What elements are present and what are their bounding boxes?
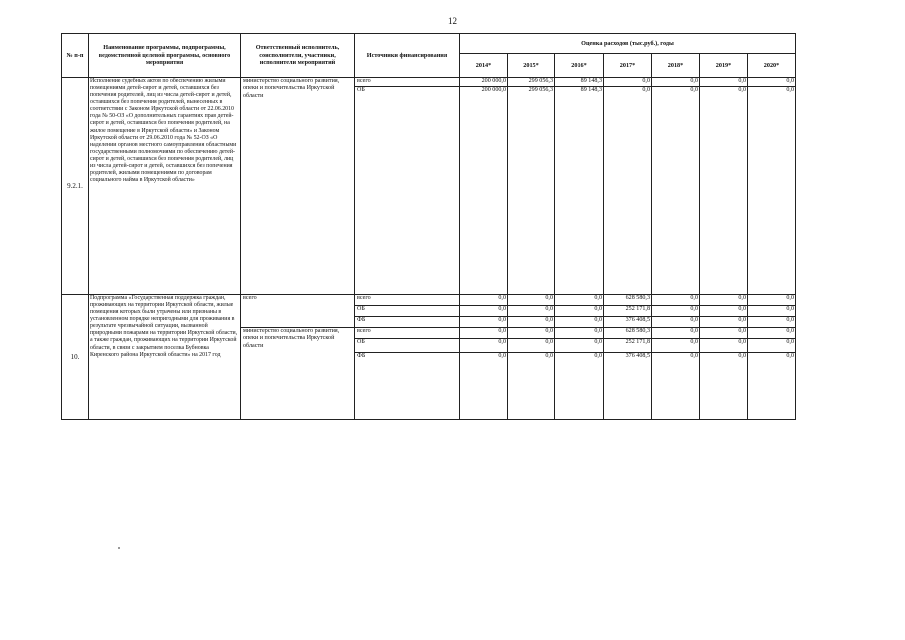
value-cell: 200 000,0: [460, 78, 508, 87]
value-cell: 0,0: [508, 306, 555, 317]
value-cell: 628 580,3: [604, 328, 652, 339]
value-cell: 0,0: [748, 295, 796, 306]
value-cell: 0,0: [460, 339, 508, 353]
value-cell: 89 148,3: [555, 87, 604, 295]
header-year: 2018*: [652, 54, 700, 78]
row-executor: министерство социального развития, опеки и попечительства Иркутской области: [241, 328, 355, 420]
source-cell: ОБ: [355, 339, 460, 353]
value-cell: 0,0: [508, 317, 555, 328]
row-code: 9.2.1.: [62, 78, 89, 295]
value-cell: 0,0: [555, 328, 604, 339]
value-cell: 0,0: [700, 328, 748, 339]
source-cell: ФБ: [355, 353, 460, 420]
value-cell: 376 408,5: [604, 317, 652, 328]
header-year: 2016*: [555, 54, 604, 78]
value-cell: 0,0: [700, 353, 748, 420]
value-cell: 0,0: [604, 78, 652, 87]
row-executor: всего: [241, 295, 355, 328]
header-no: № п-п: [62, 34, 89, 78]
value-cell: 0,0: [460, 295, 508, 306]
value-cell: 0,0: [652, 317, 700, 328]
budget-table: [61, 33, 796, 420]
value-cell: 299 056,3: [508, 78, 555, 87]
value-cell: 0,0: [652, 353, 700, 420]
header-year: 2015*: [508, 54, 555, 78]
value-cell: 0,0: [748, 328, 796, 339]
source-cell: ОБ: [355, 306, 460, 317]
value-cell: 0,0: [700, 78, 748, 87]
value-cell: 0,0: [555, 306, 604, 317]
value-cell: 0,0: [508, 339, 555, 353]
value-cell: 252 171,8: [604, 339, 652, 353]
value-cell: 0,0: [555, 317, 604, 328]
source-cell: всего: [355, 328, 460, 339]
source-cell: всего: [355, 295, 460, 306]
value-cell: 0,0: [700, 87, 748, 295]
value-cell: 0,0: [652, 295, 700, 306]
value-cell: 0,0: [460, 317, 508, 328]
value-cell: 0,0: [748, 78, 796, 87]
source-cell: ОБ: [355, 87, 460, 295]
value-cell: 0,0: [700, 317, 748, 328]
table-header: [62, 34, 796, 78]
value-cell: 0,0: [652, 78, 700, 87]
scan-speck: [118, 547, 120, 549]
value-cell: 0,0: [700, 306, 748, 317]
header-year: 2020*: [748, 54, 796, 78]
header-name: Наименование программы, подпрограммы, ведомственной целевой программы, основного мероприятия: [89, 34, 241, 78]
header-sources: Источники финансирования: [355, 34, 460, 78]
value-cell: 0,0: [652, 306, 700, 317]
value-cell: 89 148,3: [555, 78, 604, 87]
row-name: Исполнение судебных актов по обеспечению жилыми помещениями детей-сирот и детей, оставшихся без попечения родителей, лиц из числа детей-сирот и детей, оставшихся без попечения родителей, вынесенных в соответствии с Законом Иркутской области от 22.06.2010 года № 50-ОЗ «О дополнительных гарантиях прав детей-сирот и детей, оставшихся без попечения родителей, на жилое помещение в Иркутской области» и Законом Иркутской области от 29.06.2010 года № 52-ОЗ «О наделении органов местного самоуправления областными государственными полномочиями по обеспечению детей-сирот и детей, оставшихся без попечения родителей, лиц из числа детей-сирот и детей, оставшихся без попечения родителей, жилыми помещениями по договорам социального найма в Иркутской области»: [89, 78, 241, 295]
value-cell: 628 580,3: [604, 295, 652, 306]
value-cell: 0,0: [555, 339, 604, 353]
table-row: [62, 78, 796, 87]
value-cell: 0,0: [652, 87, 700, 295]
value-cell: 0,0: [460, 353, 508, 420]
value-cell: 0,0: [508, 295, 555, 306]
value-cell: 0,0: [748, 87, 796, 295]
row-executor: министерство социального развития, опеки и попечительства Иркутской области: [241, 78, 355, 295]
header-year: 2019*: [700, 54, 748, 78]
value-cell: 0,0: [460, 328, 508, 339]
value-cell: 0,0: [652, 328, 700, 339]
value-cell: 0,0: [652, 339, 700, 353]
value-cell: 200 000,0: [460, 87, 508, 295]
row-code: 10.: [62, 295, 89, 420]
source-cell: всего: [355, 78, 460, 87]
row-name: Подпрограмма «Государственная поддержка граждан, проживающих на территории Иркутской области, жилые помещения которых были утрачены или признаны в установленном порядке непригодными для проживания в результате чрезвычайной ситуации, вызванной природными пожарами на территории Иркутской области, а также граждан, проживающих на территории Иркутской области, в связи с закрытием поселка Бубновка Киренского района Иркутской области» на 2017 год: [89, 295, 241, 420]
header-estimate: Оценка расходов (тыс.руб.), годы: [460, 34, 796, 54]
value-cell: 0,0: [748, 353, 796, 420]
value-cell: 0,0: [508, 353, 555, 420]
source-cell: ФБ: [355, 317, 460, 328]
value-cell: 0,0: [555, 295, 604, 306]
value-cell: 0,0: [555, 353, 604, 420]
value-cell: 0,0: [700, 339, 748, 353]
header-year: 2014*: [460, 54, 508, 78]
header-executor: Ответственный исполнитель, соисполнители, участники, исполнители мероприятий: [241, 34, 355, 78]
value-cell: 376 408,5: [604, 353, 652, 420]
value-cell: 299 056,3: [508, 87, 555, 295]
page-number: 12: [448, 16, 457, 26]
value-cell: 0,0: [508, 328, 555, 339]
table-row: [62, 295, 796, 306]
value-cell: 0,0: [748, 317, 796, 328]
value-cell: 0,0: [460, 306, 508, 317]
value-cell: 0,0: [700, 295, 748, 306]
value-cell: 0,0: [748, 306, 796, 317]
header-year: 2017*: [604, 54, 652, 78]
value-cell: 0,0: [604, 87, 652, 295]
value-cell: 0,0: [748, 339, 796, 353]
value-cell: 252 171,8: [604, 306, 652, 317]
